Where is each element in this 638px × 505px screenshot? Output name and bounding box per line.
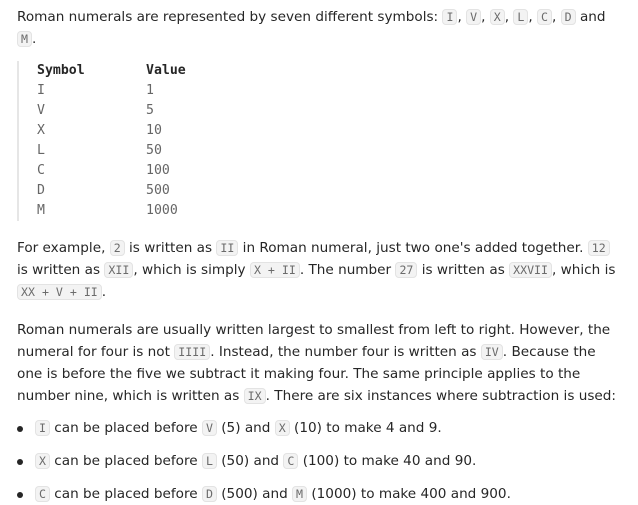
text: can be placed before (49, 453, 202, 469)
symbol-cell: I (37, 83, 45, 98)
text: (50) and (216, 453, 284, 469)
inline-code: 27 (395, 262, 417, 278)
value-cell: 50 (146, 143, 162, 158)
symbol-cell: X (37, 123, 45, 138)
symbol-code: V (466, 9, 481, 25)
table-row (37, 121, 237, 141)
text: in Roman numeral, just two one's added together. (238, 240, 588, 256)
text: (10) to make 4 and 9. (289, 420, 442, 436)
list-item (17, 450, 624, 472)
value-cell: 1 (146, 83, 154, 98)
inline-code: X (35, 453, 50, 469)
separator: , (528, 9, 538, 25)
subtraction-list (17, 417, 624, 505)
inline-code: XX + V + II (17, 284, 102, 300)
table-row (37, 201, 237, 221)
inline-code: I (35, 420, 50, 436)
text: (500) and (216, 486, 293, 502)
inline-code: D (202, 486, 217, 502)
text: . Instead, the number four is written as (210, 344, 481, 360)
text: (100) to make 40 and 90. (298, 453, 477, 469)
text: is written as (124, 240, 217, 256)
table-header (37, 61, 237, 81)
intro-text: Roman numerals are represented by seven different symbols: (17, 9, 443, 25)
text: , which is (552, 262, 616, 278)
intro-paragraph (17, 6, 624, 50)
text: Roman numerals are usually written largest to smallest from left to right. However, the numeral for four is not (17, 322, 611, 360)
subtraction-paragraph (17, 319, 624, 407)
inline-code: X + II (250, 262, 300, 278)
inline-code: M (292, 486, 307, 502)
inline-code: C (35, 486, 50, 502)
bullet-icon (17, 426, 23, 432)
symbol-code: I (442, 9, 457, 25)
list-item (17, 417, 624, 439)
text: (1000) to make 400 and 900. (307, 486, 511, 502)
symbol-code: L (513, 9, 528, 25)
table-row (37, 161, 237, 181)
symbol-code: M (17, 31, 32, 47)
inline-code: X (275, 420, 290, 436)
symbol-cell: C (37, 163, 45, 178)
inline-code: IIII (174, 344, 210, 360)
value-header: Value (146, 63, 186, 78)
symbol-value-table (17, 61, 237, 221)
value-cell: 5 (146, 103, 154, 118)
inline-code: IV (481, 344, 503, 360)
inline-code: V (202, 420, 217, 436)
period: . (31, 31, 37, 47)
bullet-icon (17, 492, 23, 498)
value-cell: 1000 (146, 203, 178, 218)
inline-code: II (216, 240, 238, 256)
text: For example, (17, 240, 110, 256)
symbol-header: Symbol (37, 63, 85, 78)
text: . The number (299, 262, 396, 278)
example-paragraph (17, 237, 624, 303)
separator: , (504, 9, 514, 25)
value-cell: 500 (146, 183, 170, 198)
separator: , (481, 9, 490, 25)
inline-code: IX (244, 388, 266, 404)
inline-code: XII (104, 262, 133, 278)
separator: , (457, 9, 467, 25)
text: , which is simply (133, 262, 250, 278)
and-text: and (575, 9, 606, 25)
value-cell: 10 (146, 123, 162, 138)
bullet-icon (17, 459, 23, 465)
inline-code: L (202, 453, 217, 469)
symbol-code: X (490, 9, 505, 25)
symbol-cell: V (37, 103, 45, 118)
text: . (101, 284, 107, 300)
symbol-cell: L (37, 143, 45, 158)
inline-code: XXVII (509, 262, 552, 278)
inline-code: 12 (588, 240, 610, 256)
symbol-code: D (561, 9, 576, 25)
symbol-cell: M (37, 203, 45, 218)
list-item (17, 483, 624, 505)
text: . Because the one is before the five we subtract it making four. The same principle applies to the number nine, which is written as (17, 344, 596, 404)
table-row (37, 81, 237, 101)
inline-code: 2 (110, 240, 125, 256)
text: can be placed before (49, 420, 202, 436)
table-row (37, 141, 237, 161)
table-row (37, 181, 237, 201)
text: can be placed before (49, 486, 202, 502)
symbol-code: C (537, 9, 552, 25)
text: is written as (17, 262, 105, 278)
table-row (37, 101, 237, 121)
inline-code: C (283, 453, 298, 469)
symbol-cell: D (37, 183, 45, 198)
separator: , (552, 9, 561, 25)
text: . There are six instances where subtraction is used: (265, 388, 616, 404)
text: is written as (417, 262, 510, 278)
value-cell: 100 (146, 163, 170, 178)
text: (5) and (216, 420, 275, 436)
